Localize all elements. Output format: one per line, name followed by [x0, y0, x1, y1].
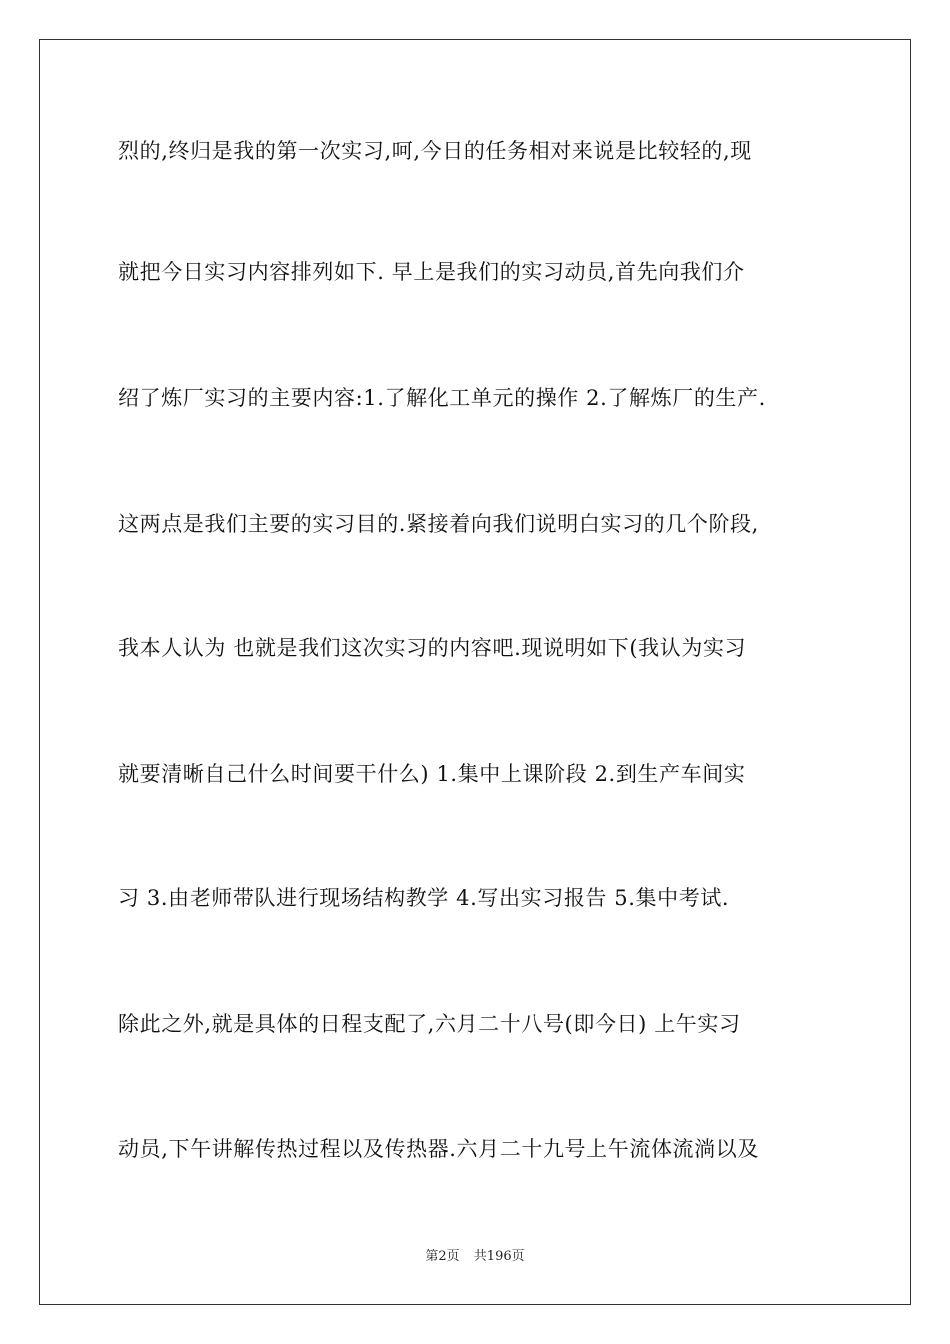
body-text-line: 就要清晰自己什么时间要干什么) 1.集中上课阶段 2.到生产车间实: [118, 762, 746, 786]
body-text-line: 就把今日实习内容排列如下. 早上是我们的实习动员,首先向我们介: [118, 260, 745, 284]
body-text-line: 这两点是我们主要的实习目的.紧接着向我们说明白实习的几个阶段,: [118, 512, 759, 536]
body-text-line: 习 3.由老师带队进行现场结构教学 4.写出实习报告 5.集中考试.: [118, 886, 730, 910]
body-text-line: 动员,下午讲解传热过程以及传热器.六月二十九号上午流体流淌以及: [118, 1137, 759, 1161]
body-text-line: 绍了炼厂实习的主要内容:1.了解化工单元的操作 2.了解炼厂的生产.: [118, 386, 766, 410]
body-text-line: 我本人认为 也就是我们这次实习的内容吧.现说明如下(我认为实习: [118, 636, 747, 660]
body-text-line: 烈的,终归是我的第一次实习,呵,今日的任务相对来说是比较轻的,现: [118, 139, 752, 163]
page-number: 第2页: [425, 1249, 460, 1264]
page-total: 共196页: [473, 1249, 525, 1264]
page-footer: [0, 1248, 950, 1266]
page-border: [39, 39, 911, 1305]
body-text-line: 除此之外,就是具体的日程支配了,六月二十八号(即今日) 上午实习: [118, 1012, 741, 1036]
